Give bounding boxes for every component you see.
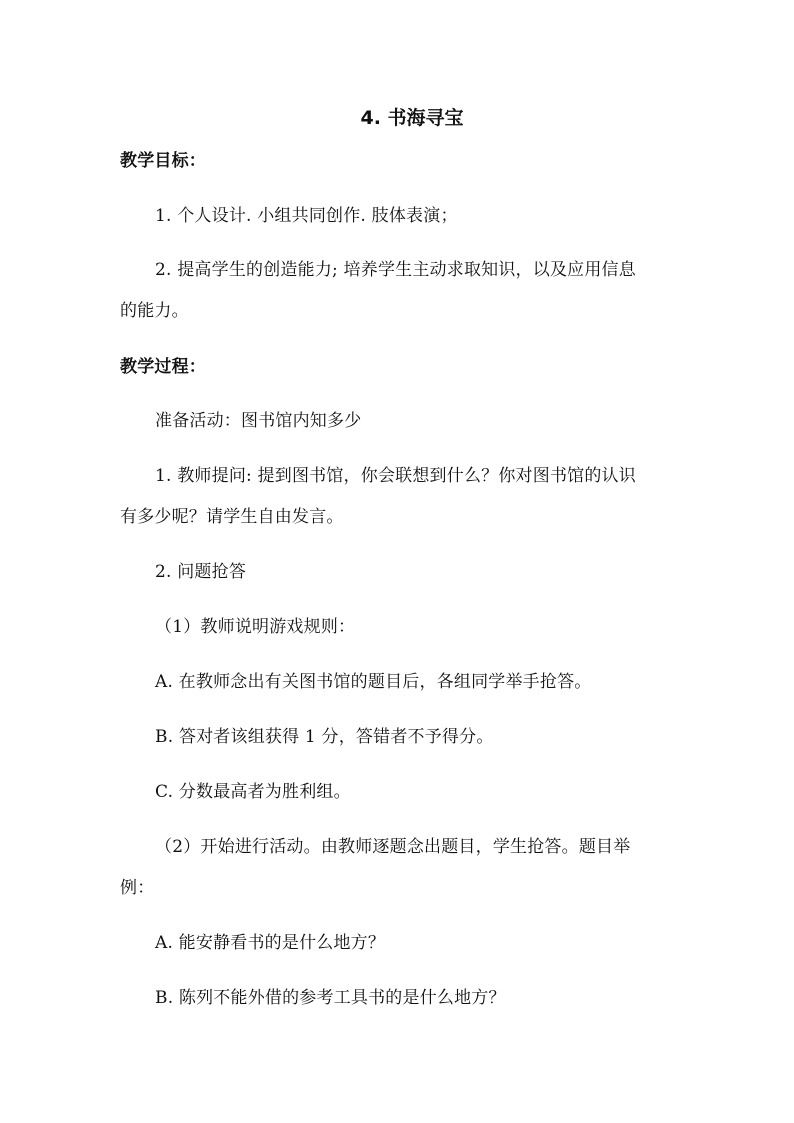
document-title: 4. 书海寻宝 [360,107,464,129]
example-b-line: B. 陈列不能外借的参考工具书的是什么地方？ [155,988,506,1008]
objective-2-line-1: 2. 提高学生的创造能力; 培养学生主动求取知识，以及应用信息 [155,260,636,280]
rule-c-line: C. 分数最高者为胜利组。 [155,782,351,802]
rule-a-line: A. 在教师念出有关图书馆的题目后，各组同学举手抢答。 [155,672,592,692]
rules-intro-line: （1）教师说明游戏规则： [155,617,356,637]
quiz-heading-line: 2. 问题抢答 [155,562,247,582]
question-1-line-1: 1. 教师提问: 提到图书馆，你会联想到什么？你对图书馆的认识 [155,466,636,486]
rule-b-line: B. 答对者该组获得 1 分，答错者不予得分。 [155,727,494,747]
question-1-line-2: 有多少呢？请学生自由发言。 [120,507,344,527]
objective-2-line-2: 的能力。 [120,301,189,321]
section-heading-objectives: 教学目标： [120,151,206,171]
objective-1-line-1: 1. 个人设计. 小组共同创作. 肢体表演； [155,206,458,226]
example-a-line: A. 能安静看书的是什么地方？ [155,933,386,953]
section-heading-process: 教学过程： [120,357,206,377]
prep-activity-line: 准备活动：图书馆内知多少 [155,411,362,431]
activity-start-line-2: 例： [120,878,155,898]
activity-start-line-1: （2）开始进行活动。由教师逐题念出题目，学生抢答。题目举 [155,837,631,857]
